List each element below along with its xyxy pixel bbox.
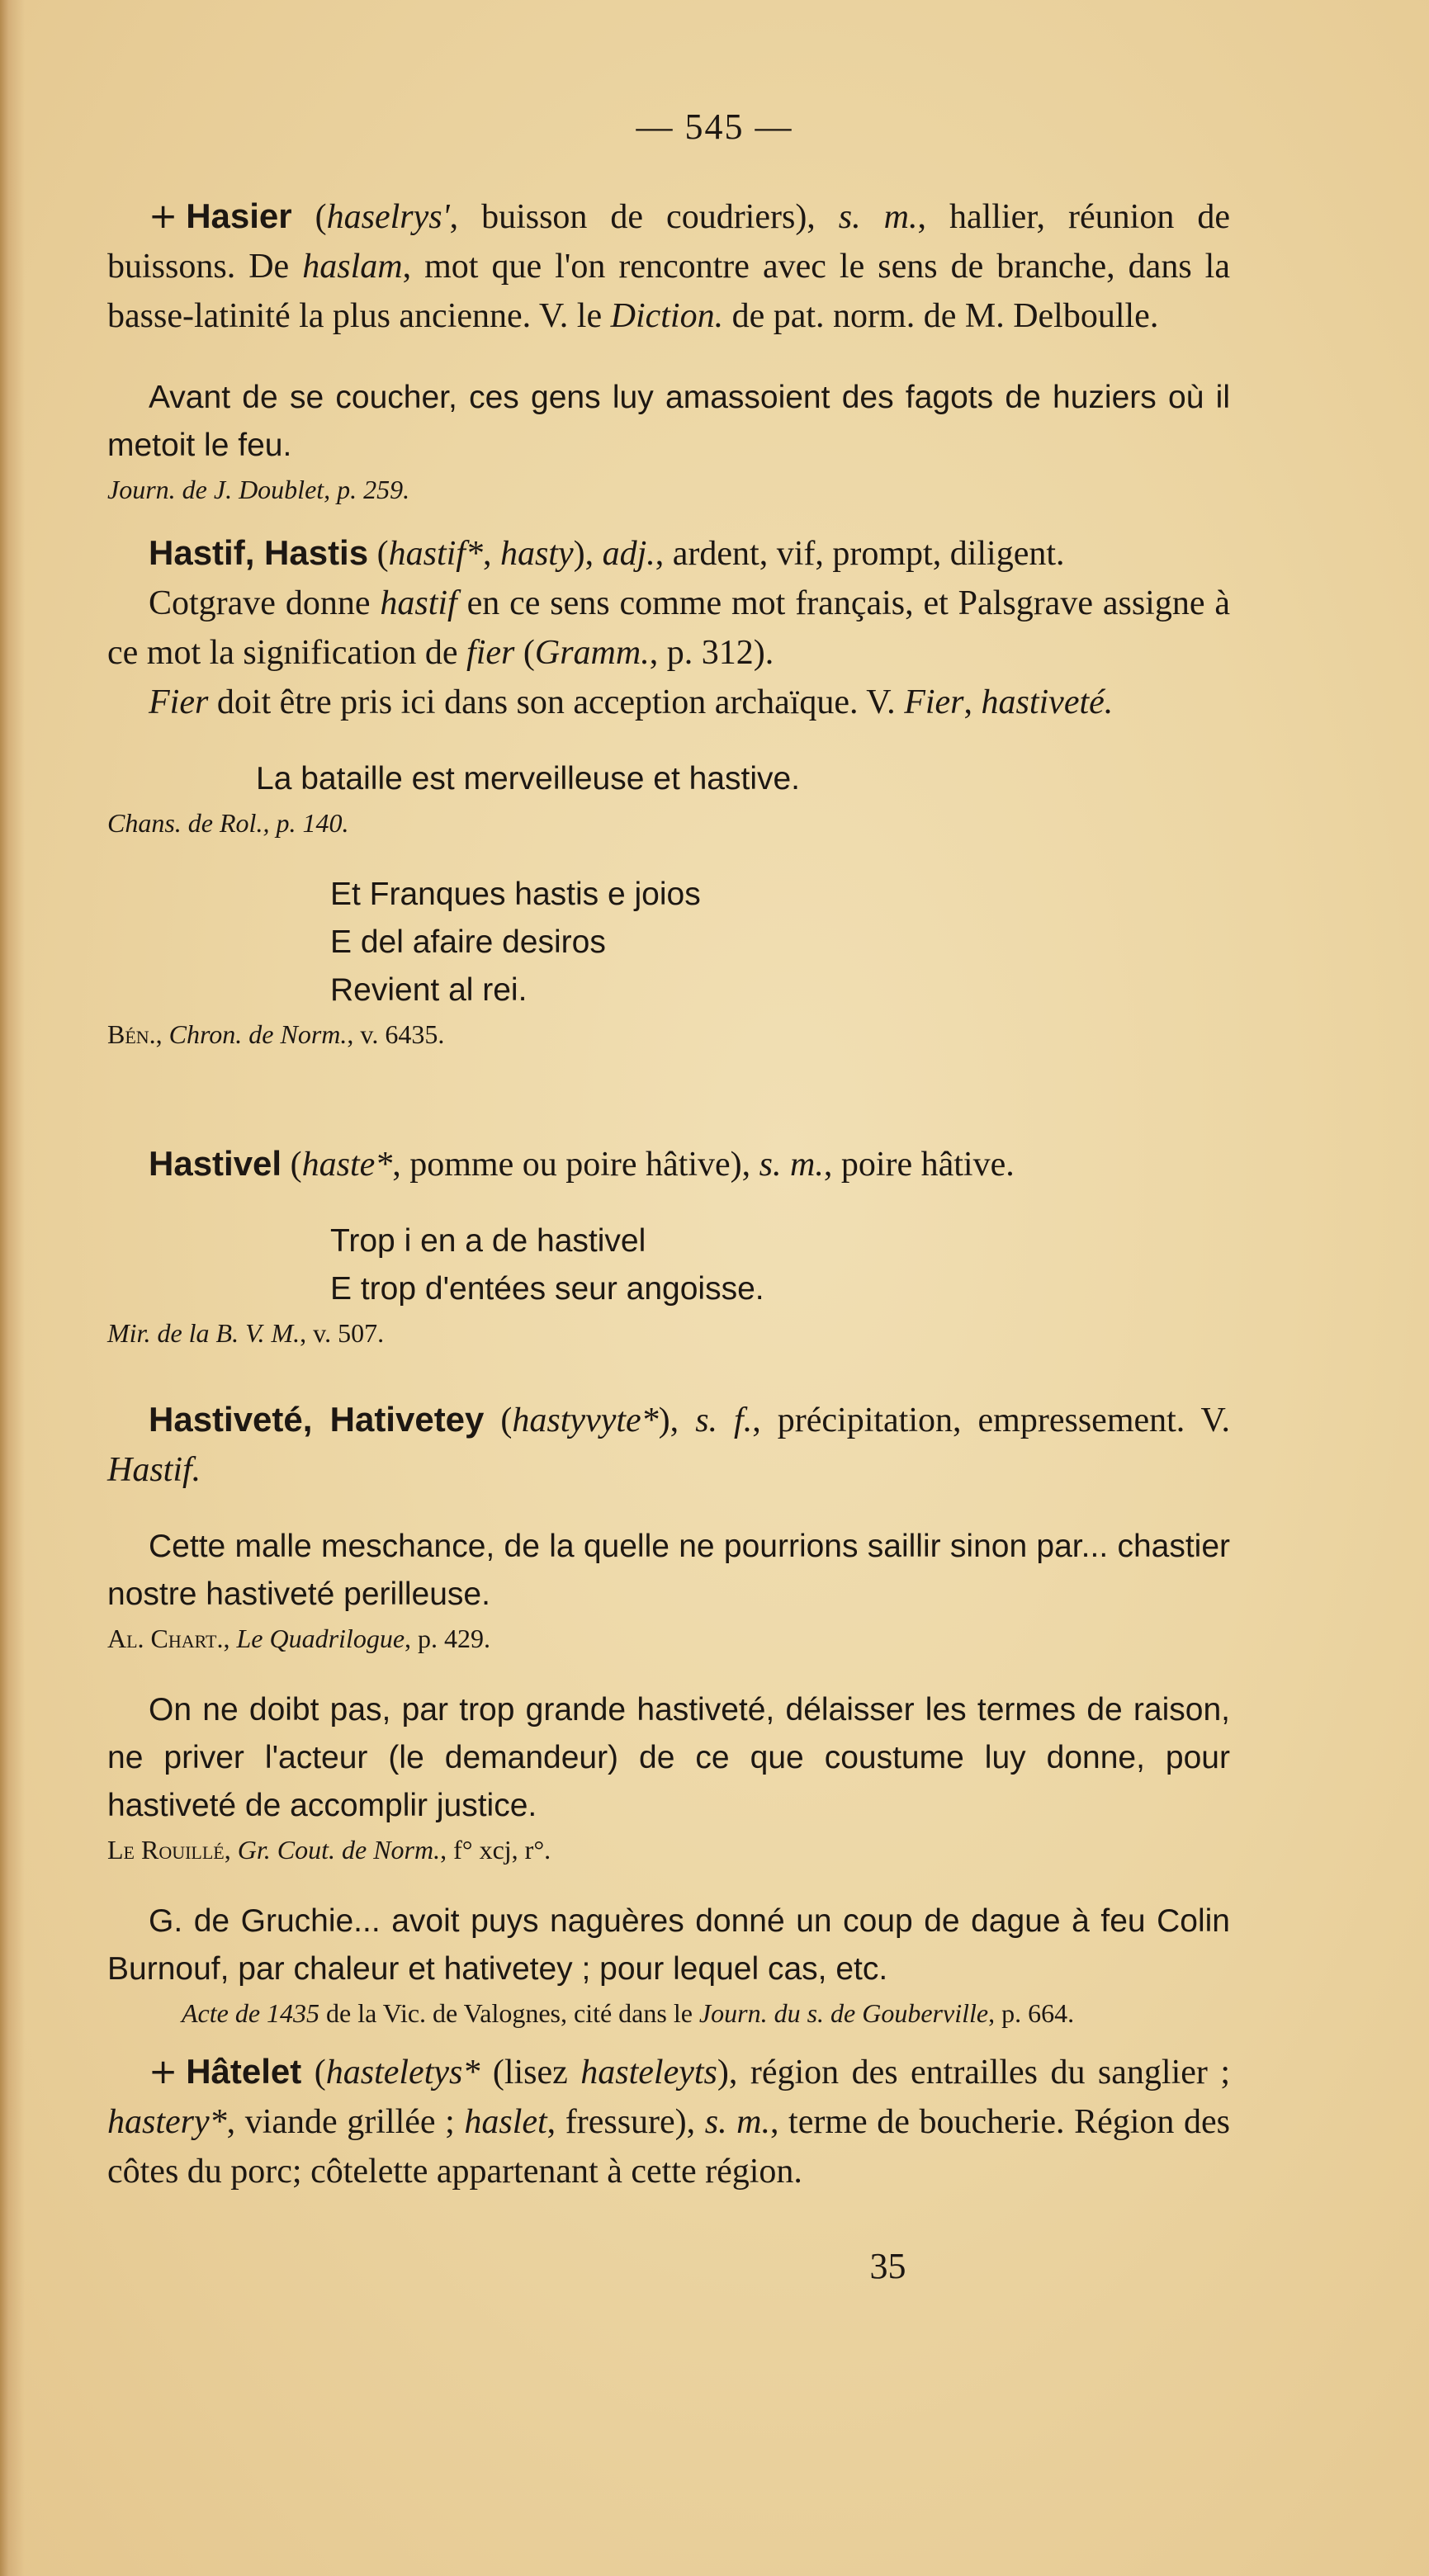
verse-line: E del afaire desiros — [330, 924, 606, 960]
citation-verse — [107, 871, 1230, 1014]
citation-source: Le Rouillé, Gr. Cout. de Norm., f° xcj, r°. — [107, 1835, 551, 1865]
headword: Hastif, Hastis — [149, 533, 369, 572]
entry-hastivel — [107, 1139, 1230, 1353]
citation-quote: G. de Gruchie... avoit puys naguères donné un coup de dague à feu Colin Burnouf, par chaleur et hativetey ; pour lequel cas, etc. — [107, 1903, 1230, 1987]
citation-verse — [107, 1217, 1230, 1313]
citation-source: Chans. de Rol., p. 140. — [107, 808, 349, 838]
cross-marker-icon: + — [149, 2051, 178, 2092]
part-of-speech: s. m. — [838, 198, 918, 236]
citation-source: Mir. de la B. V. M., v. 507. — [107, 1318, 385, 1348]
part-of-speech: s. m. — [759, 1146, 824, 1184]
entry-hastivete — [107, 1395, 1230, 2033]
part-of-speech: adj. — [602, 535, 655, 573]
verse-line: Et Franques hastis e joios — [330, 877, 701, 912]
citation-quote: On ne doibt pas, par trop grande hastiveté, délaisser les termes de raison, ne priver l'acteur (le demandeur) de ce que coustume luy donne, pour hastiveté de accomplir justice. — [107, 1692, 1230, 1823]
entry-hatelet — [107, 2047, 1230, 2196]
entry-hastif-note: Cotgrave donne hastif en ce sens comme mot français, et Palsgrave assigne à ce mot la signification de fier (Gramm., p. 312). — [107, 584, 1230, 672]
citation-source: Al. Chart., Le Quadrilogue, p. 429. — [107, 1624, 491, 1653]
citation-source: Acte de 1435 de la Vic. de Valognes, cité dans le Journ. du s. de Gouberville, p. 664. — [182, 1998, 1075, 2028]
entry-hastif — [107, 528, 1230, 1054]
citation-source: Bén., Chron. de Norm., v. 6435. — [107, 1019, 445, 1049]
entry-hastif-definition: Hastif, Hastis (hastif*, hasty), adj., ardent, vif, prompt, diligent. — [149, 533, 1065, 573]
entry-hasier — [107, 191, 1230, 509]
part-of-speech: s. m. — [704, 2103, 770, 2141]
headword: Hastivel — [149, 1144, 282, 1183]
page-number: — 545 — — [636, 106, 793, 147]
part-of-speech: s. f. — [695, 1401, 753, 1439]
cross-reference: Hastif. — [107, 1451, 201, 1489]
citation-quote: La bataille est merveilleuse et hastive. — [256, 761, 801, 796]
headword: Hasier — [186, 196, 292, 235]
entry-hastif-note-2: Fier doit être pris ici dans son acception archaïque. V. Fier, hastiveté. — [149, 683, 1114, 721]
verse-line: E trop d'entées seur angoisse. — [330, 1271, 764, 1307]
signature-mark: 35 — [869, 2246, 906, 2286]
citation-quote: Cette malle meschance, de la quelle ne pourrions saillir sinon par... chastier nostre hastiveté perilleuse. — [107, 1529, 1230, 1612]
etymon: haselrys' — [326, 198, 450, 236]
cross-marker-icon: + — [149, 196, 178, 236]
citation-source: Journ. de J. Doublet, p. 259. — [107, 475, 410, 504]
verse-line: Revient al rei. — [330, 972, 528, 1008]
page-binding-edge — [0, 0, 25, 2576]
headword: Hastiveté, Hativetey — [149, 1400, 485, 1439]
citation-quote: Avant de se coucher, ces gens luy amassoient des fagots de huziers où il metoit le feu. — [107, 380, 1230, 463]
headword: Hâtelet — [186, 2052, 302, 2091]
entry-hasier-definition: + Hasier (haselrys', buisson de coudriers), s. m., hallier, réunion de buissons. De haslam, mot que l'on rencontre avec le sens de branche, dans la basse-latinité la plus ancienne. V. le Diction. de pat. norm. de M. Delboulle. — [107, 196, 1230, 335]
entry-hatelet-definition: + Hâtelet (hasteletys* (lisez hasteleyts), région des entrailles du sanglier ; hastery*, viande grillée ; haslet, fressure), s. m., terme de boucherie. Région des côtes du porc; côtelette appartenant à cette région. — [107, 2051, 1230, 2191]
verse-line: Trop i en a de hastivel — [330, 1223, 646, 1259]
entry-hastivel-definition: Hastivel (haste*, pomme ou poire hâtive), s. m., poire hâtive. — [149, 1144, 1015, 1184]
entry-hastivete-definition: Hastiveté, Hativetey (hastyvyte*), s. f., précipitation, empressement. V. Hastif. — [107, 1400, 1230, 1489]
